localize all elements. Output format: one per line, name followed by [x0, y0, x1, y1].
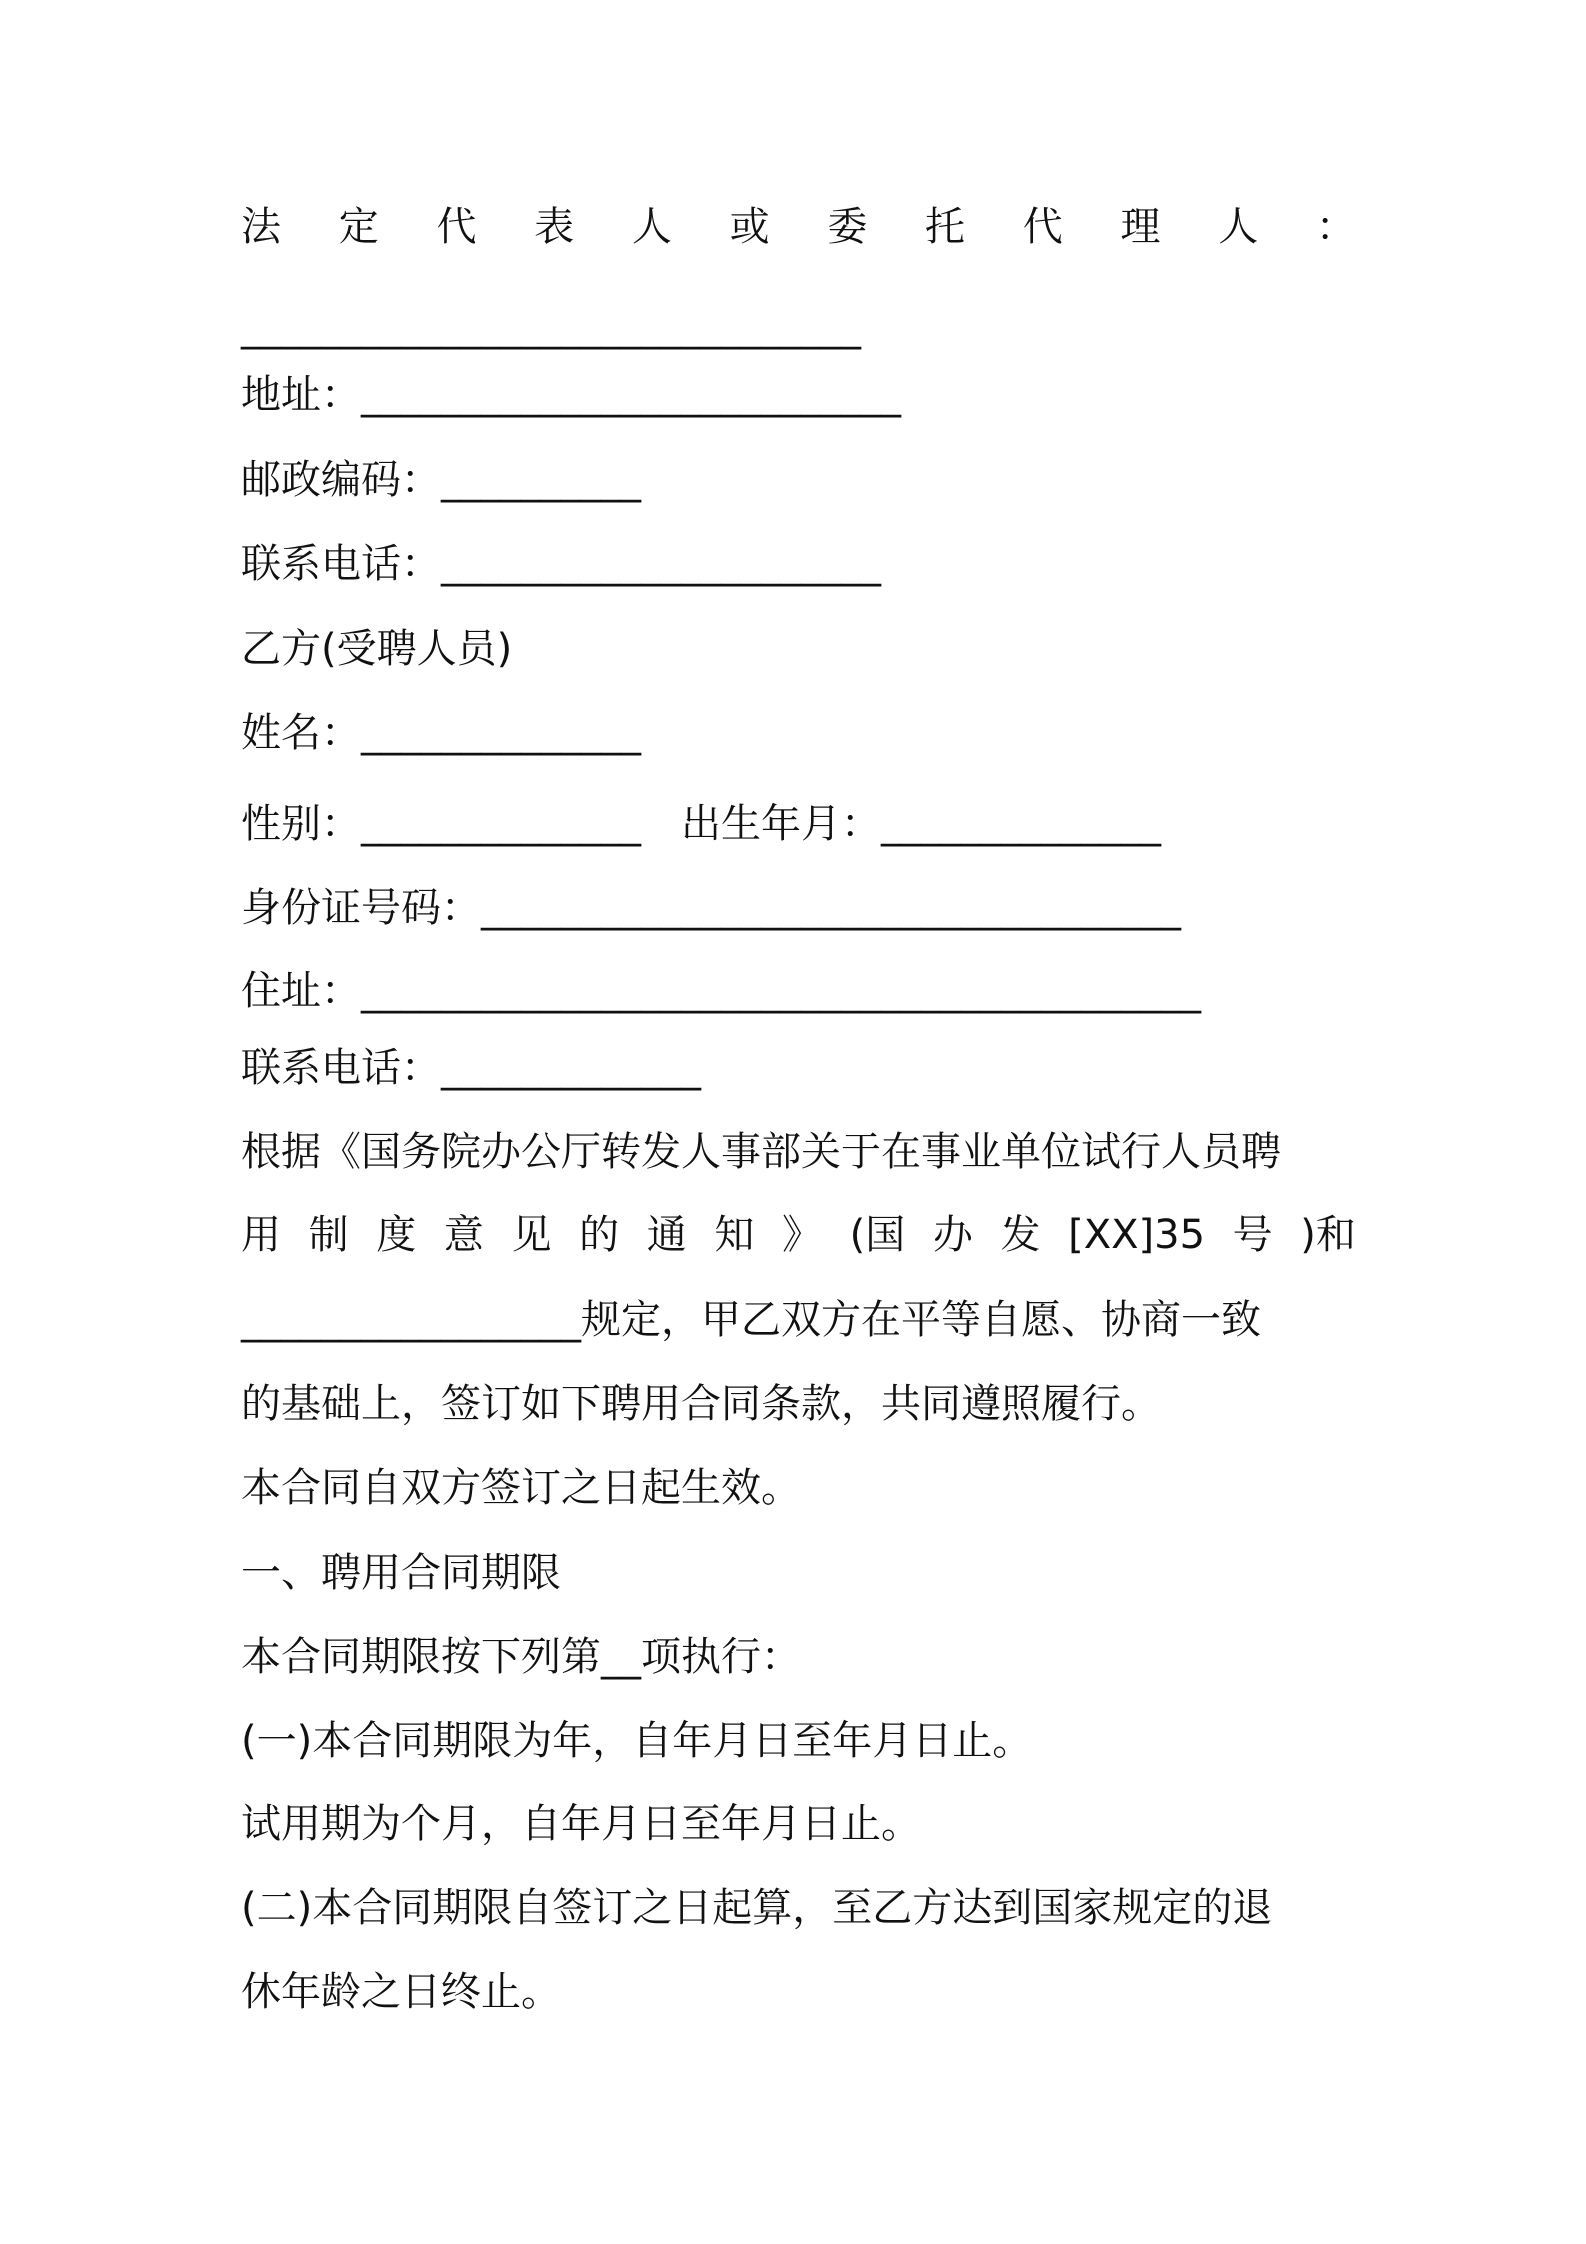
term-option-2-line-1: (二)本合同期限自签订之日起算，至乙方达到国家规定的退: [241, 1885, 1273, 1931]
party-b-residence: 住址：__________________________________________: [241, 968, 1201, 1014]
legal-representative-char: 法: [241, 204, 281, 250]
preamble-line-2-token: 度: [376, 1212, 417, 1258]
preamble-line-3: _________________规定，甲乙双方在平等自愿、协商一致: [241, 1297, 1261, 1343]
legal-representative-char: 理: [1120, 204, 1161, 250]
party-b-birth: 出生年月：______________: [681, 801, 1161, 847]
party-b-id-number: 身份证号码：___________________________________: [241, 885, 1181, 931]
section-1-title: 一、聘用合同期限: [241, 1550, 561, 1596]
preamble-line-2-token: 》: [782, 1212, 822, 1258]
preamble-line-1: 根据《国务院办公厅转发人事部关于在事业单位试行人员聘: [241, 1129, 1281, 1175]
preamble-line-2-token: (国: [849, 1212, 906, 1258]
legal-representative-char: 代: [436, 204, 477, 250]
preamble-line-2-token: 通: [646, 1212, 687, 1258]
preamble-line-2-token: [XX]35: [1068, 1212, 1206, 1258]
legal-representative-char: 代: [1022, 204, 1063, 250]
probation-clause: 试用期为个月，自年月日至年月日止。: [241, 1801, 921, 1847]
preamble-line-2-token: )和: [1300, 1212, 1356, 1258]
preamble-line-2-token: 办: [932, 1212, 973, 1258]
preamble-line-4: 的基础上，签订如下聘用合同条款，共同遵照履行。: [241, 1381, 1161, 1427]
legal-representative-char: 托: [925, 204, 966, 250]
preamble-line-2-token: 发: [1000, 1212, 1041, 1258]
legal-representative-label: [241, 199, 1356, 255]
legal-representative-char: 表: [534, 204, 575, 250]
preamble-line-2-token: 见: [511, 1212, 552, 1258]
party-a-phone: 联系电话：______________________: [241, 541, 881, 587]
party-b-name: 姓名：______________: [241, 710, 641, 756]
party-b-gender: 性别：______________: [241, 801, 641, 847]
legal-representative-char: 定: [338, 204, 379, 250]
preamble-line-2-token: 的: [579, 1212, 620, 1258]
party-a-address: 地址：___________________________: [241, 372, 901, 418]
legal-representative-char: 或: [729, 204, 770, 250]
preamble-line-2-token: 知: [714, 1212, 755, 1258]
term-option-1: (一)本合同期限为年，自年月日至年月日止。: [241, 1718, 1033, 1764]
preamble-line-2-token: 用: [241, 1212, 281, 1258]
effective-clause: 本合同自双方签订之日起生效。: [241, 1465, 801, 1511]
preamble-line-2-token: 号: [1232, 1212, 1273, 1258]
party-b-phone: 联系电话：_____________: [241, 1045, 701, 1091]
legal-representative-blank: _______________________________: [241, 304, 861, 350]
legal-representative-char: ：: [1315, 204, 1356, 250]
preamble-line-2: [241, 1207, 1356, 1263]
section-1-intro: 本合同期限按下列第__项执行：: [241, 1634, 801, 1680]
preamble-line-2-token: 制: [308, 1212, 349, 1258]
party-b-gender-birth-row: [241, 796, 1161, 852]
legal-representative-char: 人: [1218, 204, 1259, 250]
preamble-line-2-token: 意: [443, 1212, 484, 1258]
legal-representative-char: 人: [631, 204, 672, 250]
term-option-2-line-2: 休年龄之日终止。: [241, 1969, 561, 2015]
party-b-heading: 乙方(受聘人员): [241, 626, 513, 672]
party-a-postcode: 邮政编码：__________: [241, 457, 641, 503]
legal-representative-char: 委: [827, 204, 868, 250]
